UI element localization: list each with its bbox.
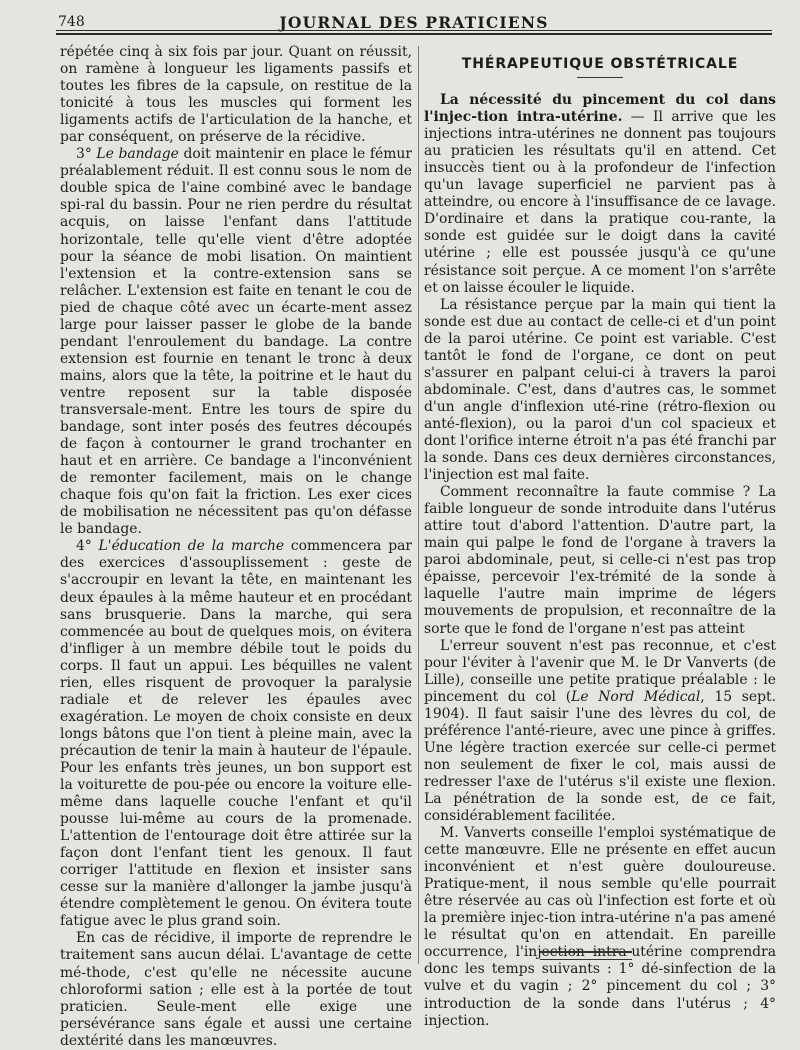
column-divider bbox=[418, 46, 419, 964]
right-column bbox=[424, 56, 776, 1030]
paragraph: M. Vanverts conseille l'emploi systématique de cette manœuvre. Elle ne présente en effet aucun inconvénient et n'est guère douloureuse. Pratique-ment, il nous semble qu'elle pourrait être réservée au cas où l'infection est forte et où la première injec-tion intra-utérine n'a pas amené le résultat qu'on en attendait. En pareille occurrence, l'injection intra-utérine comprendra donc les temps suivants : 1° dé-sinfection de la vulve et du vagin ; 2° pincement du col ; 3° introduction de la sonde dans l'utérus ; 4° injection. bbox=[424, 825, 776, 1029]
left-column bbox=[60, 44, 412, 1050]
item-text: doit maintenir en place le fémur préalablement réduit. Il est connu sous le nom de double spica de l'aine combiné avec le bandage spi-ral du bassin. Pour ne rien perdre du résultat acquis, on laisse l'enfant dans l'attitude horizontale, telle qu'elle vient d'être adoptée pour la séance de mobi lisation. On maintient l'extension et la contre-extension sans se relâcher. L'extension est faite en tenant le cou de pied de chaque côté avec un écarte-ment assez large pour laisser passer le globe de la bande pendant l'enroulement du bandage. La contre extension est fournie en tenant le tronc à deux mains, alors que la tête, la poitrine et le haut du ventre reposent sur la table disposée transversale-ment. Entre les tours de spire du bandage, sont inter posés des feutres découpés de façon à contourner le grand trochanter en haut et en arrière. Ce bandage a l'inconvénient de remonter facilement, mais on le change chaque fois qu'on fait la friction. Les exer cices de mobilisation ne nécessitent pas qu'on défasse le bandage. bbox=[60, 146, 412, 538]
item-term: L'éducation de la marche bbox=[98, 538, 285, 555]
heading-rule bbox=[577, 77, 623, 78]
item-number: 3° bbox=[76, 146, 92, 163]
paragraph: Comment reconnaître la faute commise ? La faible longueur de sonde introduite dans l'utérus attire tout d'abord l'attention. D'autre part, la main qui palpe le fond de l'organe à travers la paroi abdominale, peut, si celle-ci n'est pas trop épaisse, percevoir l'ex-trémité de la sonde à laquelle l'autre main imprime de légers mouvements de propulsion, et reconnaître de la sorte que le fond de l'organe n'est pas atteint bbox=[424, 484, 776, 637]
header-rule-thick bbox=[56, 33, 772, 35]
paragraph-bandage bbox=[60, 146, 412, 538]
section-title: THÉRAPEUTIQUE OBSTÉTRICALE bbox=[461, 56, 739, 72]
paragraph-text: , 15 sept. 1904). Il faut saisir l'une des lèvres du col, de préférence l'anté-rieure, avec une pince à griffes. Une légère traction exercée sur celle-ci permet non seulement de fixer le col, mais aussi de redresser l'axe de l'utérus s'il existe une flexion. La pénétration de la sonde est, de ce fait, considérablement facilitée. bbox=[424, 688, 776, 825]
paragraph-text: L'erreur souvent n'est pas reconnue, et c'est pour l'éviter à l'avenir que M. le Dr Vanverts (de Lille), conseille une petite pratique préalable : le pincement du col ( bbox=[424, 637, 776, 705]
running-head: JOURNAL DES PRATICIENS bbox=[279, 13, 549, 32]
item-text: commencera par des exercices d'assouplissement : geste de s'accroupir en levant la tête, en maintenant les deux épaules à la même hauteur et en procédant sans brusquerie. Dans la marche, qui sera commencée au bout de quelques mois, on évitera d'infliger à un membre débile tout le poids du corps. Il faut un appui. Les béquilles ne valent rien, elles risquent de provoquer la paralysie radiale et de relever les épaules avec exagération. Le moyen de choix consiste en deux longs bâtons que l'on tient à pleine main, avec la précaution de tenir la main à hauteur de l'épaule. Pour les enfants très jeunes, un bon support est la voiturette de pou-pée ou encore la voiture elle-même dans laquelle couche l'enfant et qu'il pousse lui-même au cours de la promenade. L'attention de l'entourage doit être attirée sur la façon dont l'enfant tient les genoux. Il faut corriger l'attitude en flexion et insister sans cesse sur la manière d'allonger la jambe jusqu'à étendre complètement le genou. On évitera toute fatigue avec le plus grand soin. bbox=[60, 538, 413, 930]
paragraph-intro bbox=[424, 92, 776, 297]
article-title: La nécessité du pincement du col dans l'injec-tion intra-utérine. bbox=[424, 92, 776, 126]
paragraph-text: — Il arrive que les injections intra-utérines ne donnent pas toujours au praticien les résultats qu'il en attend. Cet insuccès tient ou à la profondeur de l'infection qu'un lavage superficiel ne parvient pas à atteindre, ou encore à l'insuffisance de ce lavage. D'ordinaire et dans la pratique cou-rante, la sonde est guidée sur le doigt dans la cavité utérine ; elle est poussée jusqu'à ce qu'une résistance soit perçue. A ce moment l'on s'arrête et on laisse écouler le liquide. bbox=[424, 109, 776, 296]
paragraph: répétée cinq à six fois par jour. Quant on réussit, on ramène à longueur les ligaments passifs et toutes les fibres de la capsule, on restitue de la tonicité à tous les muscles qui forment les ligaments actifs de l'articulation de la hanche, et par conséquent, on préserve de la récidive. bbox=[60, 44, 412, 146]
item-number: 4° bbox=[76, 538, 92, 555]
paragraph-education bbox=[60, 538, 412, 930]
paragraph: La résistance perçue par la main qui tient la sonde est due au contact de celle-ci et d'un point de la paroi utérine. Ce point est variable. C'est tantôt le fond de l'organe, ce dont on peut s'assurer en palpant celui-ci à travers la paroi abdominale. C'est, dans d'autres cas, le sommet d'un angle d'inflexion uté-rine (rétro-flexion ou anté-flexion), ou la paroi d'un col spacieux et dont l'orifice interne étroit n'a pas été franchi par la sonde. Dans ces deux dernières circonstances, l'injection est mal faite. bbox=[424, 296, 776, 484]
citation-journal: Le Nord Médical bbox=[571, 688, 701, 705]
paragraph-vanverts bbox=[424, 638, 776, 826]
item-term: Le bandage bbox=[96, 146, 179, 163]
paragraph-recidive: En cas de récidive, il importe de reprendre le traitement sans aucun délai. L'avantage de cette mé-thode, c'est qu'elle ne nécessite aucune chloroformi sation ; elle est à la portée de tout praticien. Seule-ment elle exige une persévérance sans égale et aussi une certaine dextérité dans les manœuvres. bbox=[60, 930, 412, 1049]
header-rule bbox=[56, 30, 772, 31]
page-number: 748 bbox=[58, 14, 85, 30]
end-ornament bbox=[540, 951, 632, 960]
